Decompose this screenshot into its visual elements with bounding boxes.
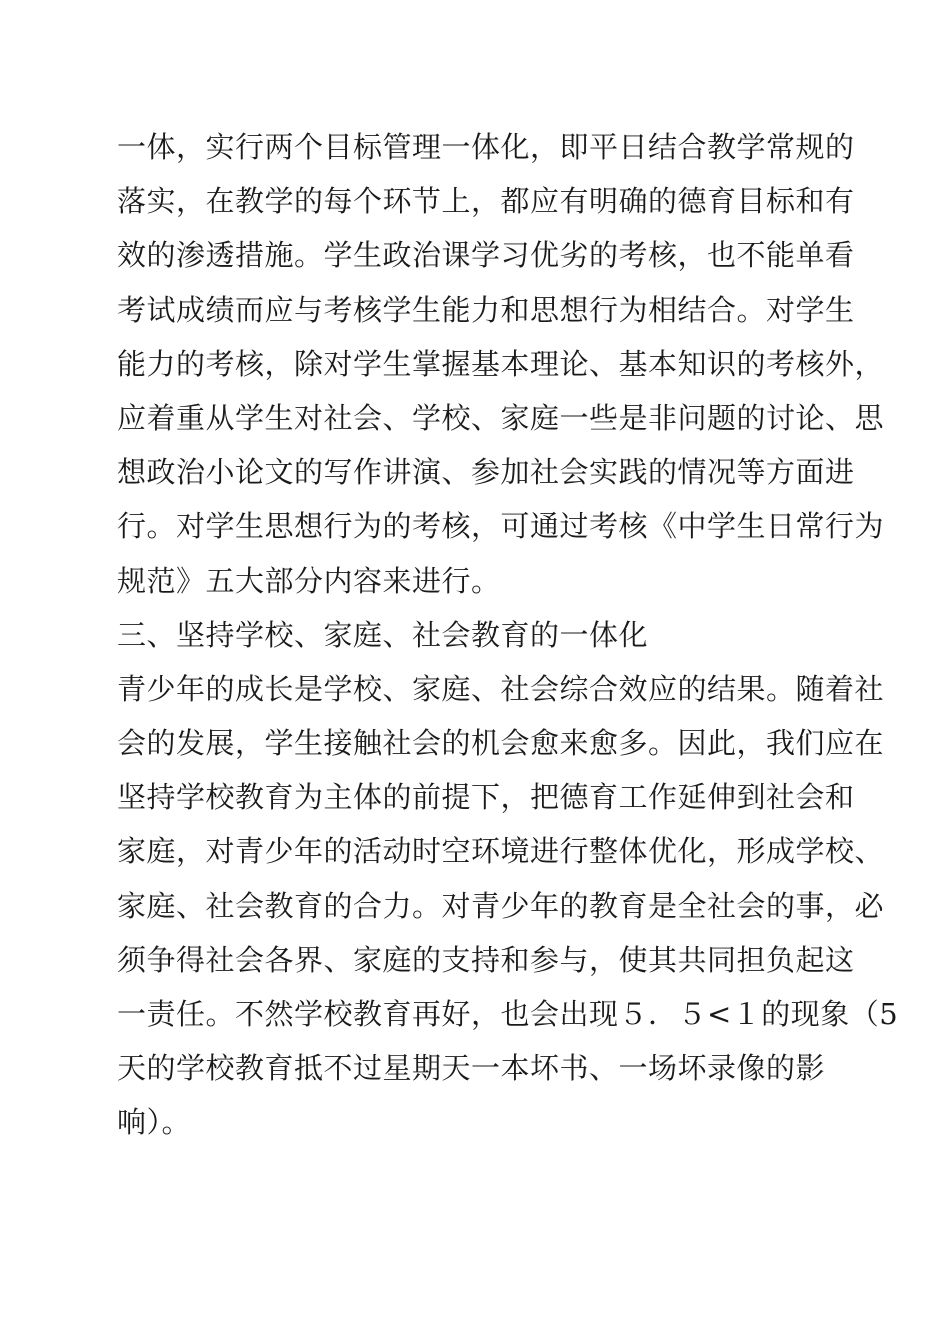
text-line: 想政治小论文的写作讲演、参加社会实践的情况等方面进 xyxy=(117,455,855,490)
text-line: 行。对学生思想行为的考核，可通过考核《中学生日常行为 xyxy=(117,509,885,544)
text-line: 天的学校教育抵不过星期天一本坏书、一场坏录像的影 xyxy=(117,1051,826,1086)
text-line: 青少年的成长是学校、家庭、社会综合效应的结果。随着社 xyxy=(117,671,885,706)
document-body xyxy=(117,120,899,1150)
text-line: 一责任。不然学校教育再好，也会出现５．５<１的现象（5 xyxy=(117,997,899,1031)
text-line: 规范》五大部分内容来进行。 xyxy=(117,563,501,598)
section-heading: 三、坚持学校、家庭、社会教育的一体化 xyxy=(117,617,649,652)
text-line: 坚持学校教育为主体的前提下，把德育工作延伸到社会和 xyxy=(117,780,855,815)
text-line: 须争得社会各界、家庭的支持和参与，使其共同担负起这 xyxy=(117,942,855,977)
text-line: 响）。 xyxy=(117,1105,192,1140)
text-line: 会的发展，学生接触社会的机会愈来愈多。因此，我们应在 xyxy=(117,726,885,761)
text-line: 能力的考核，除对学生掌握基本理论、基本知识的考核外， xyxy=(117,346,885,381)
text-line: 效的渗透措施。学生政治课学习优劣的考核，也不能单看 xyxy=(117,238,855,273)
text-line: 应着重从学生对社会、学校、家庭一些是非问题的讨论、思 xyxy=(117,400,885,435)
text-line: 落实，在教学的每个环节上，都应有明确的德育目标和有 xyxy=(117,184,855,219)
text-line: 一体，实行两个目标管理一体化，即平日结合教学常规的 xyxy=(117,130,855,164)
text-line: 考试成绩而应与考核学生能力和思想行为相结合。对学生 xyxy=(117,292,855,327)
text-line: 家庭、社会教育的合力。对青少年的教育是全社会的事，必 xyxy=(117,888,885,923)
text-line: 家庭，对青少年的活动时空环境进行整体优化，形成学校、 xyxy=(117,834,885,869)
